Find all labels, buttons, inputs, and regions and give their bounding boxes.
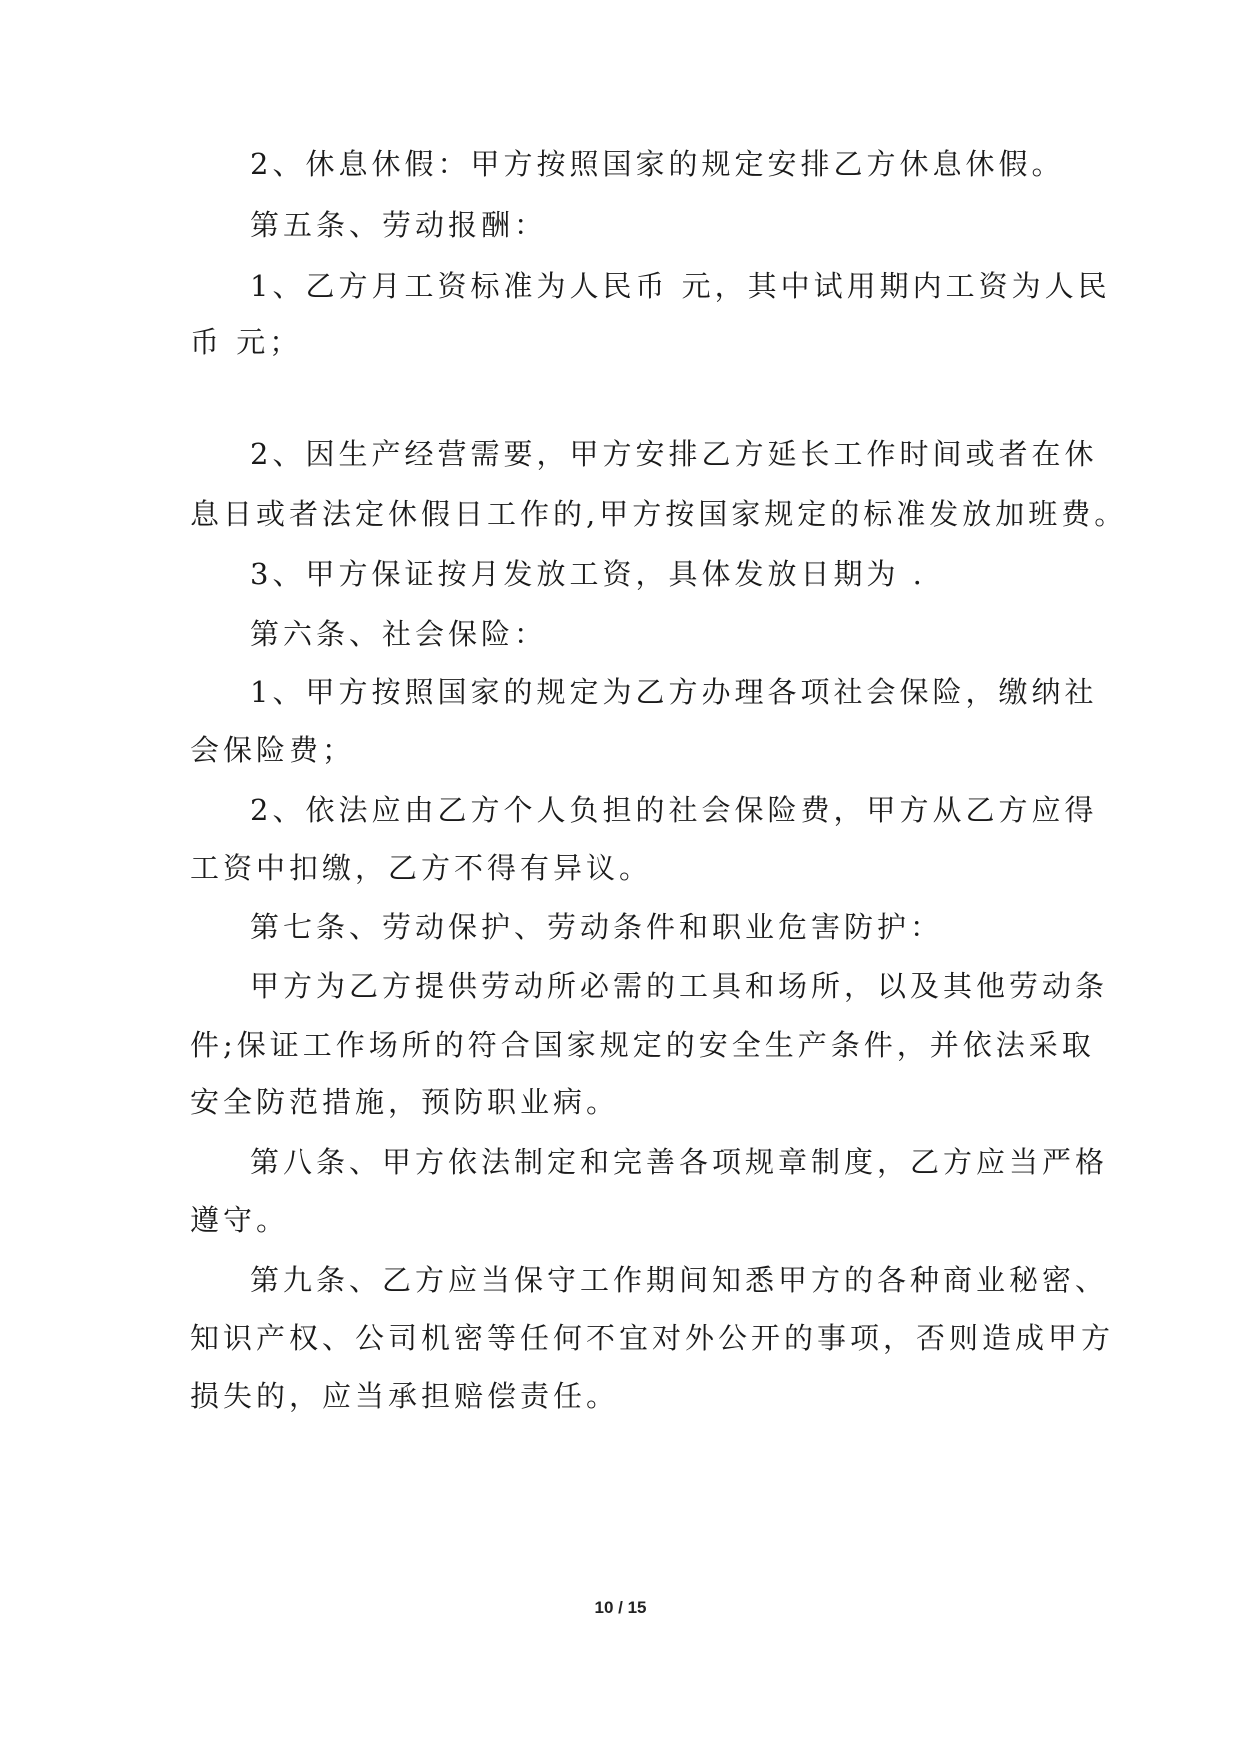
- paragraph-line: 币 元；: [190, 325, 303, 359]
- paragraph-line: 息日或者法定休假日工作的,甲方按国家规定的标准发放加班费。: [190, 497, 1128, 531]
- paragraph-line: 知识产权、公司机密等任何不宜对外公开的事项，否则造成甲方: [190, 1321, 1115, 1355]
- paragraph-line: 损失的，应当承担赔偿责任。: [190, 1379, 620, 1413]
- paragraph-line: 1、甲方按照国家的规定为乙方办理各项社会保险，缴纳社: [250, 675, 1098, 709]
- section-heading: 第九条、乙方应当保守工作期间知悉甲方的各种商业秘密、: [250, 1263, 1109, 1297]
- paragraph-line: 遵守。: [190, 1203, 290, 1237]
- paragraph-line: 件;保证工作场所的符合国家规定的安全生产条件，并依法采取: [190, 1028, 1095, 1062]
- paragraph-line: 工资中扣缴，乙方不得有异议。: [190, 851, 653, 885]
- paragraph-line: 1、乙方月工资标准为人民币 元，其中试用期内工资为人民: [250, 269, 1111, 303]
- section-heading: 第五条、劳动报酬：: [250, 208, 548, 242]
- paragraph-line: 2、休息休假：甲方按照国家的规定安排乙方休息休假。: [250, 147, 1065, 181]
- section-heading: 第七条、劳动保护、劳动条件和职业危害防护：: [250, 910, 944, 944]
- page-number: 10 / 15: [594, 1598, 647, 1617]
- paragraph-line: 2、因生产经营需要，甲方安排乙方延长工作时间或者在休: [250, 437, 1098, 471]
- paragraph-line: 安全防范措施，预防职业病。: [190, 1085, 620, 1119]
- paragraph-line: 2、依法应由乙方个人负担的社会保险费，甲方从乙方应得: [250, 793, 1098, 827]
- paragraph-line: 甲方为乙方提供劳动所必需的工具和场所，以及其他劳动条: [250, 969, 1109, 1003]
- section-heading: 第八条、甲方依法制定和完善各项规章制度，乙方应当严格: [250, 1145, 1109, 1179]
- section-heading: 第六条、社会保险：: [250, 617, 548, 651]
- paragraph-line: 3、甲方保证按月发放工资，具体发放日期为 .: [250, 557, 926, 591]
- paragraph-line: 会保险费；: [190, 733, 356, 767]
